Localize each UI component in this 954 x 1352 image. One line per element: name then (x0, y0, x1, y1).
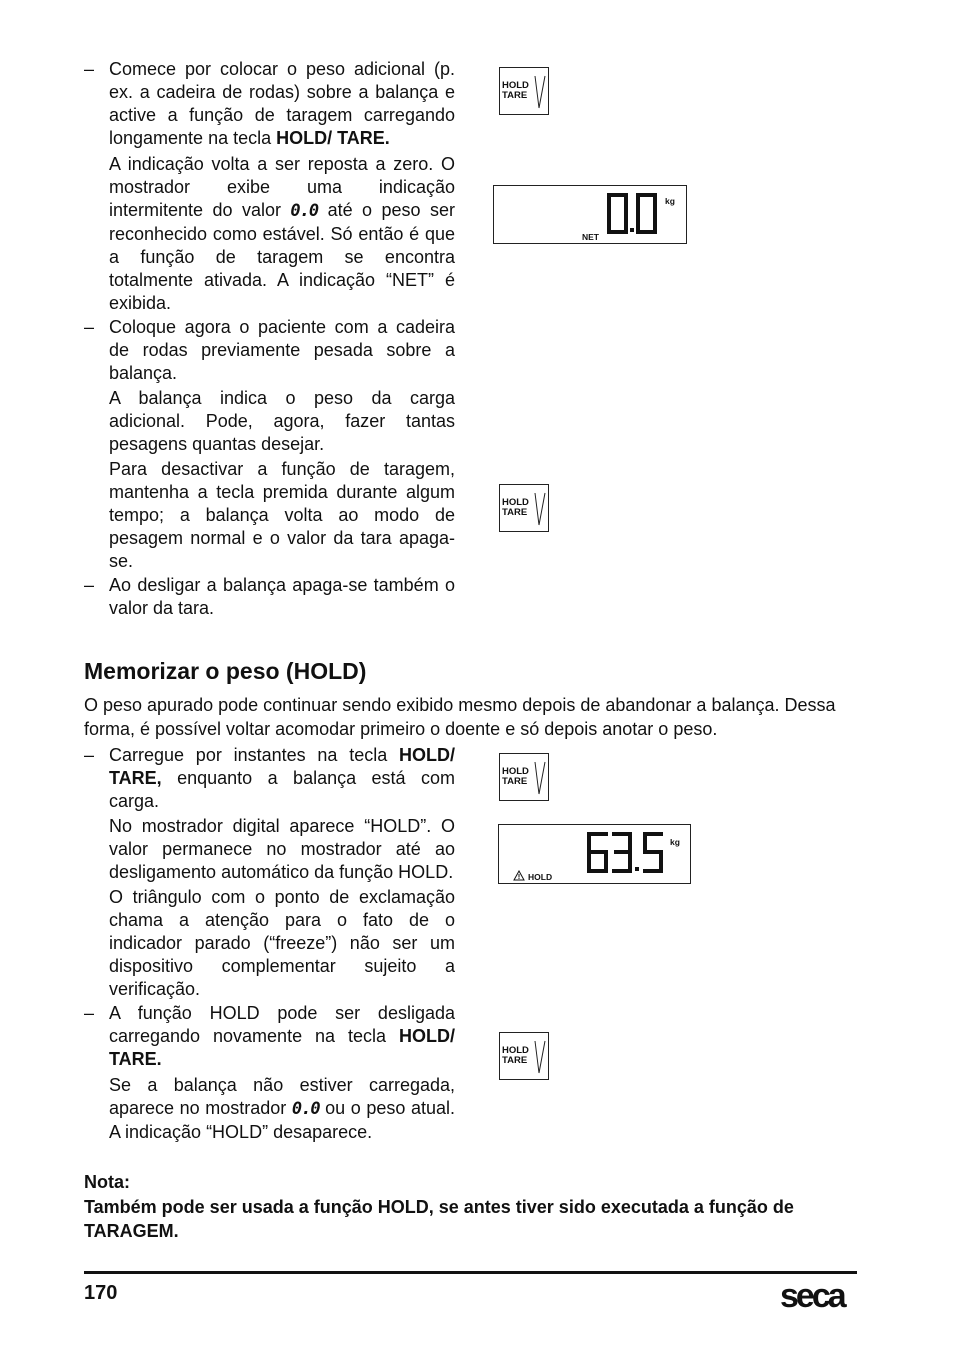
paragraph: Ao desligar a balança apaga-se também o valor da tara. (109, 575, 455, 618)
section-heading-wrap (84, 657, 864, 685)
hold-tare-key-icon (499, 753, 549, 801)
key-label-hold: HOLD (502, 497, 529, 508)
list-item (84, 316, 455, 573)
note-block (84, 1170, 864, 1243)
note-label: Nota: (84, 1172, 130, 1192)
segment-value: 0.0 (290, 201, 319, 221)
paragraph: A indicação volta a ser reposta a zero. O mostrador exibe uma indicação intermitente do valor 0.0 até o peso ser reconhecido como estável. Só então é que a função de taragem se encontra totalmente ativada. A indicação “NET” é exibida. (109, 154, 455, 313)
net-indicator: NET (582, 232, 599, 242)
scale-display-hold (498, 824, 691, 884)
bullet-dash: – (84, 1003, 95, 1023)
section-hold (84, 744, 455, 1144)
paragraph: O triângulo com o ponto de exclamação chama a atenção para o fato de o indicador parado (“freeze”) não ser um dispositivo complementar sujeito a verificação. (109, 887, 455, 999)
paragraph: Comece por colocar o peso adicional (p. ex. a cadeira de rodas) sobre a balança e active a função de taragem carregando longamente na tecla HOLD/ TARE. (109, 59, 455, 148)
paragraph: Para desactivar a função de taragem, mantenha a tecla premida durante algum tempo; a balança volta ao modo de pesagem normal e o valor da tara apaga-se. (109, 459, 455, 571)
finger-press-icon (534, 74, 546, 110)
paragraph: Carregue por instantes na tecla HOLD/ TARE, enquanto a balança está com carga. (109, 745, 455, 811)
section-tare (84, 58, 455, 620)
paragraph: Coloque agora o paciente com a cadeira de rodas previamente pesada sobre a balança. (109, 317, 455, 383)
bullet-dash: – (84, 317, 95, 337)
section-heading: Memorizar o peso (HOLD) (84, 658, 367, 684)
key-label-tare: TARE (502, 90, 528, 101)
key-label-tare: TARE (502, 1055, 528, 1066)
list-item (84, 744, 455, 1001)
finger-press-icon (534, 491, 546, 527)
paragraph: A função HOLD pode ser desligada carregando novamente na tecla HOLD/ TARE. (109, 1003, 455, 1069)
paragraph: No mostrador digital aparece “HOLD”. O valor permanece no mostrador até ao desligamento automático da função HOLD. (109, 816, 455, 882)
warning-triangle-icon (513, 870, 525, 881)
svg-text:seca: seca (780, 1277, 844, 1313)
bullet-dash: – (84, 59, 95, 79)
hold-indicator: HOLD (528, 872, 553, 882)
list-item (84, 1002, 455, 1144)
hold-tare-key-icon (499, 67, 549, 115)
unit-label: kg (665, 196, 675, 206)
scale-display-net (493, 185, 687, 244)
intro-paragraph: O peso apurado pode continuar sendo exibido mesmo depois de abandonar a balança. Dessa forma, é possível voltar acomodar primeiro o doente e só depois anotar o peso. (84, 695, 836, 739)
paragraph: A balança indica o peso da carga adicional. Pode, agora, fazer tantas pesagens quantas desejar. (109, 388, 455, 454)
key-reference: HOLD/ TARE. (276, 128, 390, 148)
key-label-tare: TARE (502, 507, 528, 518)
bullet-dash: – (84, 575, 95, 595)
display-digits (604, 191, 664, 237)
key-reference: HOLD/ TARE. (109, 1026, 455, 1069)
list-item (84, 574, 455, 620)
segment-value: 0.0 (291, 1099, 320, 1119)
hold-tare-key-icon (499, 1032, 549, 1080)
paragraph: Se a balança não estiver carregada, aparece no mostrador 0.0 ou o peso atual. A indicação “HOLD” desaparece. (109, 1075, 455, 1142)
key-reference: HOLD/ TARE, (109, 745, 455, 788)
hold-tare-key-icon (499, 484, 549, 532)
bullet-dash: – (84, 745, 95, 765)
footer-divider (84, 1271, 857, 1274)
seca-logo (780, 1273, 858, 1313)
key-label-hold: HOLD (502, 80, 529, 91)
unit-label: kg (670, 837, 680, 847)
finger-press-icon (534, 1039, 546, 1075)
key-label-tare: TARE (502, 776, 528, 787)
key-label-hold: HOLD (502, 766, 529, 777)
list-item (84, 58, 455, 315)
page-number: 170 (84, 1282, 118, 1304)
key-label-hold: HOLD (502, 1045, 529, 1056)
display-digits (584, 830, 672, 876)
finger-press-icon (534, 760, 546, 796)
note-text: Também pode ser usada a função HOLD, se antes tiver sido executada a função de TARAGEM. (84, 1197, 794, 1241)
